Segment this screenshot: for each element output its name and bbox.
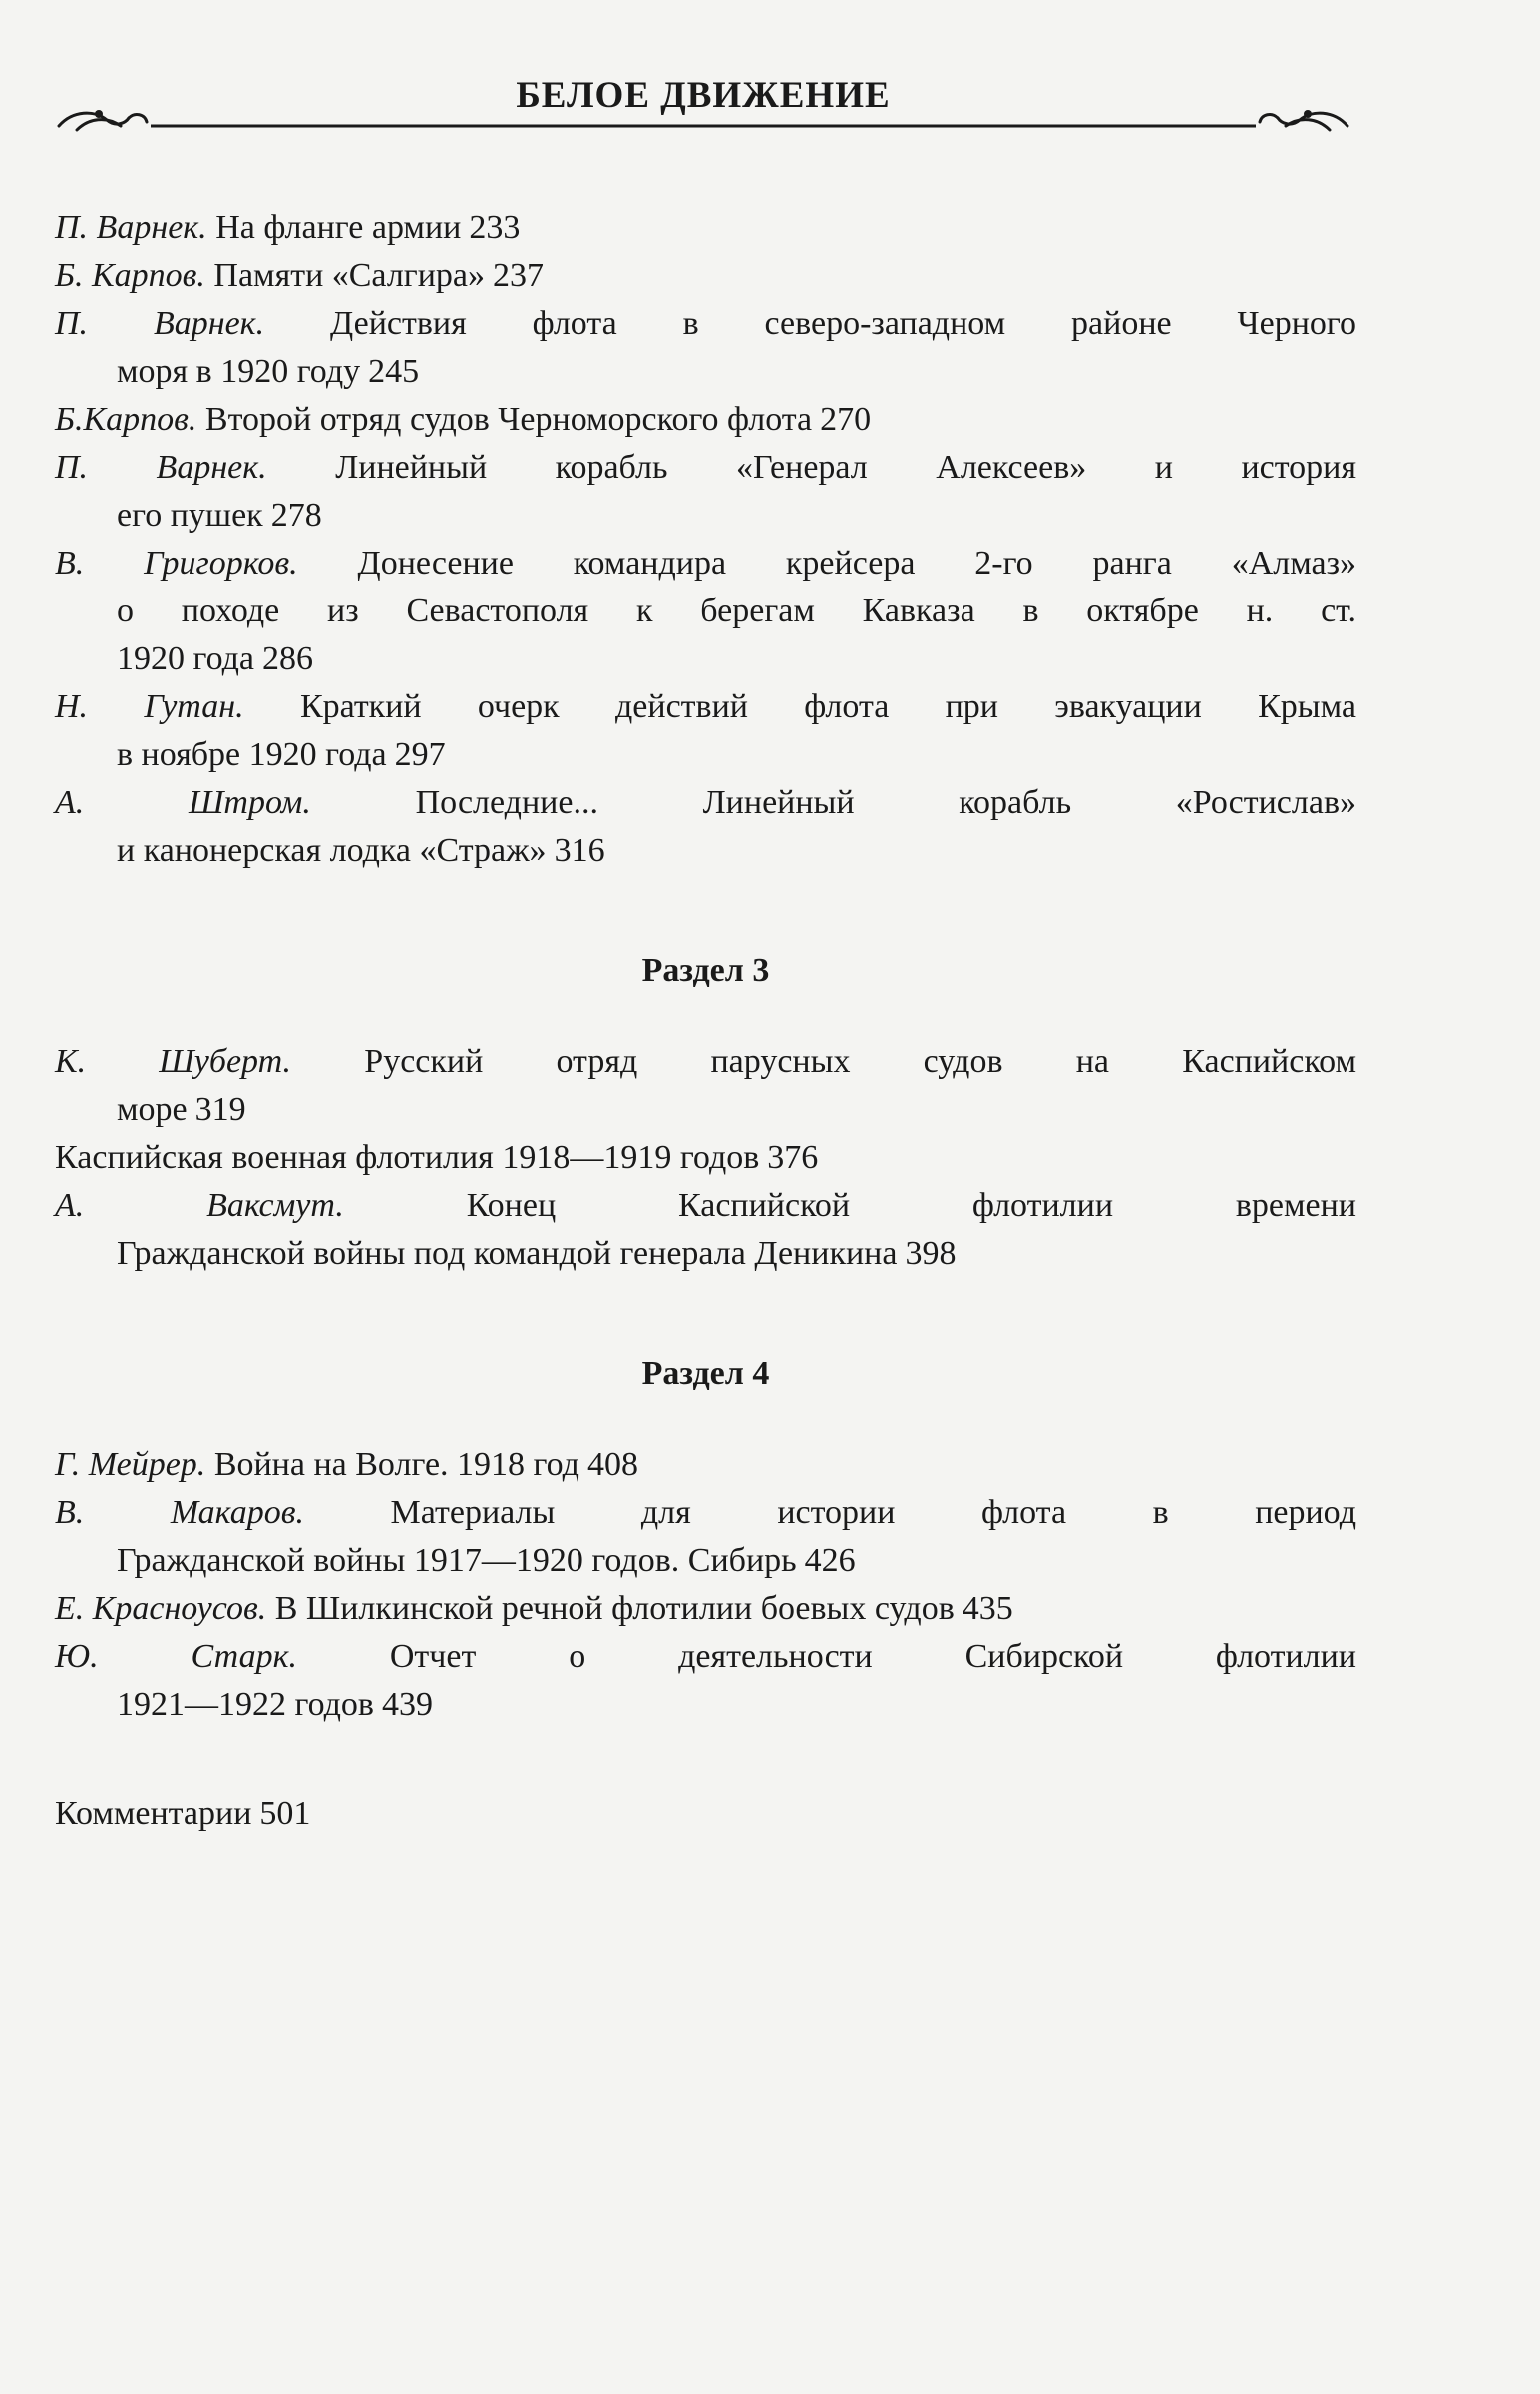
entry-text: Каспийская военная флотилия 1918—1919 годов [55, 1139, 760, 1176]
toc-entry[interactable] [55, 1182, 1356, 1278]
entry-text: и канонерская лодка «Страж» [117, 832, 547, 869]
toc-entry-line [55, 348, 1356, 396]
entry-page-number: 237 [493, 257, 545, 294]
entry-author: Б. Карпов. [55, 257, 205, 294]
toc-entry[interactable] [55, 300, 1356, 396]
entry-page-number: 245 [368, 353, 420, 390]
entry-author: А. Ваксмут. [55, 1187, 344, 1224]
entry-author: Б.Карпов. [55, 401, 197, 438]
toc-entry-line [55, 1134, 1356, 1182]
toc-entry-line [55, 252, 1356, 300]
table-of-contents [55, 204, 1356, 1838]
toc-entry-line [55, 1086, 1356, 1134]
toc-entry[interactable] [55, 1441, 1356, 1489]
entry-page-number: 376 [767, 1139, 819, 1176]
entry-author: П. Варнек. [55, 449, 267, 486]
toc-entry-line: П. Варнек. Линейный корабль «Генерал Алексеев» и история [55, 449, 1357, 486]
entry-author: А. Штром. [55, 784, 311, 821]
toc-entry-line [55, 204, 1356, 252]
entry-text: Гражданской войны под командой генерала Деникина [117, 1235, 898, 1272]
entry-page-number: 426 [804, 1542, 856, 1579]
toc-entry[interactable] [55, 204, 1356, 252]
toc-entry-line: В. Григорков. Донесение командира крейсера 2-го ранга «Алмаз» [55, 545, 1357, 582]
toc-entry-line: А. Штром. Последние... Линейный корабль «Ростислав» [55, 784, 1357, 821]
toc-entry-line [55, 635, 1356, 683]
section-spacer [55, 1729, 1356, 1791]
entry-page-number: 233 [469, 209, 521, 246]
entry-text: Б.Карпов. Второй отряд судов Черноморского флота [55, 401, 813, 438]
toc-entry-line [55, 827, 1356, 875]
entry-text: Комментарии [55, 1796, 252, 1832]
entry-text: 1921—1922 годов [117, 1686, 374, 1723]
toc-entry-line: А. Ваксмут. Конец Каспийской флотилии времени [55, 1187, 1357, 1224]
toc-entry-line [55, 1681, 1356, 1729]
toc-entry[interactable] [55, 1038, 1356, 1134]
entry-author: П. Варнек. [55, 209, 207, 246]
toc-entry-line: В. Макаров. Материалы для истории флота в период [55, 1494, 1357, 1531]
entry-page-number: 435 [962, 1590, 1013, 1627]
toc-entry[interactable] [55, 1585, 1356, 1633]
toc-entry-line: К. Шуберт. Русский отряд парусных судов на Каспийском [55, 1043, 1356, 1080]
toc-entry[interactable] [55, 1633, 1356, 1729]
toc-entry-line [55, 1230, 1356, 1278]
entry-author: Н. Гутан. [55, 688, 244, 725]
section-heading: Раздел 3 [641, 952, 770, 989]
header-ornament-rule [55, 100, 1351, 144]
entry-page-number: 439 [381, 1686, 433, 1723]
toc-entry[interactable] [55, 683, 1356, 779]
entry-author: К. Шуберт. [55, 1043, 292, 1080]
toc-entry[interactable] [55, 396, 1356, 444]
toc-entry-line: П. Варнек. Действия флота в северо-западном районе Черного [55, 305, 1356, 342]
toc-entry-line [55, 1441, 1356, 1489]
entry-page-number: 286 [262, 640, 314, 677]
toc-entry[interactable] [55, 252, 1356, 300]
entry-author: В. Макаров. [55, 1494, 304, 1531]
entry-author: Ю. Старк. [55, 1638, 297, 1675]
toc-entry-line: Ю. Старк. Отчет о деятельности Сибирской флотилии [55, 1638, 1356, 1675]
entry-text: море [117, 1091, 188, 1128]
entry-text: П. Варнек. На фланге армии [55, 209, 462, 246]
entry-text: 1920 года [117, 640, 255, 677]
toc-entry[interactable] [55, 1791, 1356, 1838]
entry-text: его пушек [117, 497, 263, 534]
entry-author: П. Варнек. [55, 305, 265, 342]
entry-author: Г. Мейрер. [55, 1446, 206, 1483]
toc-entry-line [55, 492, 1356, 540]
entry-page-number: 398 [905, 1235, 957, 1272]
entry-page-number: 316 [554, 832, 605, 869]
entry-text: Е. Красноусов. В Шилкинской речной флотилии боевых судов [55, 1590, 955, 1627]
header-title: БЕЛОЕ ДВИЖЕНИЕ [516, 75, 891, 116]
toc-entry[interactable] [55, 540, 1356, 683]
toc-entry[interactable] [55, 1489, 1356, 1585]
entry-text: Гражданской войны 1917—1920 годов. Сибирь [117, 1542, 797, 1579]
toc-entry[interactable] [55, 1134, 1356, 1182]
entry-text: моря в 1920 году [117, 353, 361, 390]
toc-entry[interactable] [55, 779, 1356, 875]
toc-entry[interactable] [55, 444, 1356, 540]
entry-page-number: 319 [194, 1091, 246, 1128]
toc-entry-line [55, 731, 1356, 779]
entry-page-number: 501 [259, 1796, 311, 1832]
toc-entry-line: Н. Гутан. Краткий очерк действий флота при эвакуации Крыма [55, 688, 1356, 725]
entry-author: Е. Красноусов. [55, 1590, 267, 1627]
entry-author: В. Григорков. [55, 545, 298, 582]
entry-text: Б. Карпов. Памяти «Салгира» [55, 257, 486, 294]
section-heading: Раздел 4 [641, 1355, 770, 1392]
entry-text: в ноябре 1920 года [117, 736, 387, 773]
entry-text: Г. Мейрер. Война на Волге. 1918 год [55, 1446, 579, 1483]
entry-page-number: 408 [586, 1446, 638, 1483]
toc-entry-line [55, 396, 1356, 444]
entry-page-number: 270 [820, 401, 872, 438]
entry-page-number: 278 [270, 497, 322, 534]
entry-page-number: 297 [394, 736, 446, 773]
toc-entry-line [55, 1537, 1356, 1585]
toc-entry-line: о походе из Севастополя к берегам Кавказа в октябре н. ст. [117, 593, 1356, 629]
toc-entry-line [55, 1791, 1356, 1838]
running-header [55, 72, 1351, 152]
toc-entry-line [55, 1585, 1356, 1633]
